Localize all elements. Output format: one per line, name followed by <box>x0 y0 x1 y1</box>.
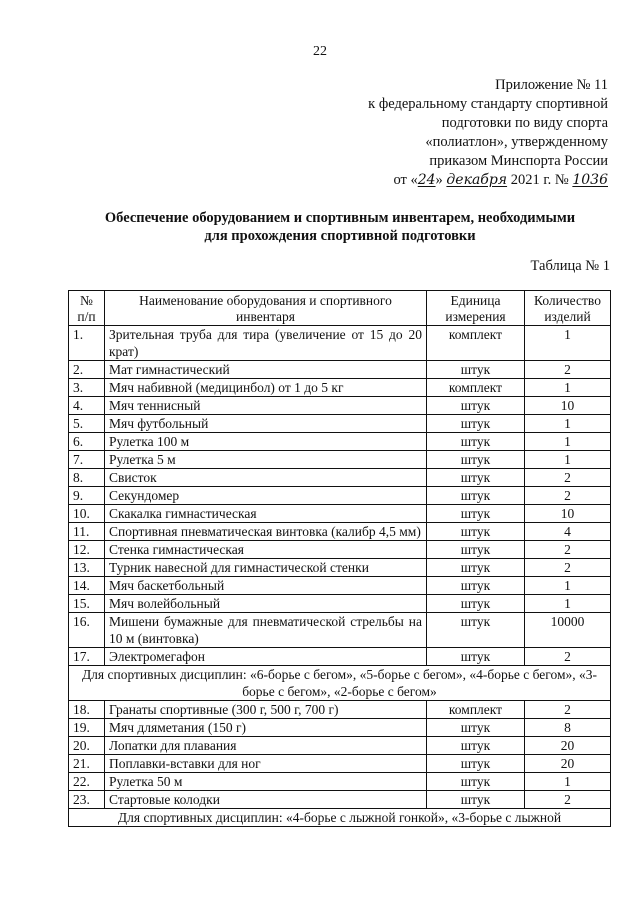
table-row <box>69 773 611 791</box>
table-row <box>69 361 611 379</box>
item-name: Рулетка 50 м <box>105 773 427 791</box>
row-number: 7. <box>69 451 105 469</box>
item-quantity: 2 <box>525 701 611 719</box>
item-name: Поплавки-вставки для ног <box>105 755 427 773</box>
item-quantity: 10 <box>525 397 611 415</box>
annex-date-line <box>300 171 608 190</box>
item-unit: штук <box>427 613 525 648</box>
table-row <box>69 755 611 773</box>
table-header-row <box>69 291 611 326</box>
row-number: 8. <box>69 469 105 487</box>
annex-line: приказом Минспорта России <box>429 153 608 169</box>
item-unit: штук <box>427 469 525 487</box>
annex-block <box>300 76 608 190</box>
item-unit: комплект <box>427 379 525 397</box>
row-number: 21. <box>69 755 105 773</box>
row-number: 23. <box>69 791 105 809</box>
item-quantity: 20 <box>525 737 611 755</box>
row-number: 6. <box>69 433 105 451</box>
table-row <box>69 648 611 666</box>
handwritten-order-number: 1036 <box>572 172 608 188</box>
item-unit: штук <box>427 415 525 433</box>
item-name: Свисток <box>105 469 427 487</box>
item-name: Спортивная пневматическая винтовка (калибр 4,5 мм) <box>105 523 427 541</box>
header-qty: Количество изделий <box>525 291 611 326</box>
item-quantity: 4 <box>525 523 611 541</box>
row-number: 2. <box>69 361 105 379</box>
item-quantity: 2 <box>525 361 611 379</box>
item-name: Рулетка 5 м <box>105 451 427 469</box>
table-row <box>69 379 611 397</box>
annex-line: подготовки по виду спорта <box>441 115 608 131</box>
header-num: № п/п <box>69 291 105 326</box>
item-quantity: 1 <box>525 577 611 595</box>
item-unit: штук <box>427 361 525 379</box>
item-unit: штук <box>427 433 525 451</box>
item-quantity: 20 <box>525 755 611 773</box>
table-row <box>69 326 611 361</box>
handwritten-day: 24 <box>417 172 436 188</box>
item-unit: комплект <box>427 326 525 361</box>
table-row <box>69 505 611 523</box>
annex-title: Приложение № 11 <box>495 77 608 93</box>
table-row <box>69 523 611 541</box>
row-number: 13. <box>69 559 105 577</box>
table-row <box>69 595 611 613</box>
item-unit: штук <box>427 719 525 737</box>
item-quantity: 8 <box>525 719 611 737</box>
row-number: 16. <box>69 613 105 648</box>
date-suffix: 2021 г. № <box>510 172 569 188</box>
table-row <box>69 737 611 755</box>
section-row <box>69 666 611 701</box>
date-prefix: от « <box>393 172 418 188</box>
header-unit: Единица измерения <box>427 291 525 326</box>
row-number: 15. <box>69 595 105 613</box>
item-unit: штук <box>427 648 525 666</box>
annex-line: «полиатлон», утвержденному <box>425 134 608 150</box>
item-unit: комплект <box>427 701 525 719</box>
item-quantity: 2 <box>525 541 611 559</box>
table-row <box>69 433 611 451</box>
item-name: Стартовые колодки <box>105 791 427 809</box>
row-number: 11. <box>69 523 105 541</box>
header-name: Наименование оборудования и спортивного инвентаря <box>105 291 427 326</box>
item-unit: штук <box>427 791 525 809</box>
item-quantity: 1 <box>525 379 611 397</box>
date-mid: » <box>435 172 443 188</box>
item-unit: штук <box>427 559 525 577</box>
item-name: Мяч дляметания (150 г) <box>105 719 427 737</box>
table-row <box>69 451 611 469</box>
equipment-table <box>68 290 611 827</box>
row-number: 5. <box>69 415 105 433</box>
item-name: Турник навесной для гимнастической стенки <box>105 559 427 577</box>
table-row <box>69 541 611 559</box>
row-number: 18. <box>69 701 105 719</box>
item-name: Мяч набивной (медицинбол) от 1 до 5 кг <box>105 379 427 397</box>
item-name: Мат гимнастический <box>105 361 427 379</box>
item-name: Секундомер <box>105 487 427 505</box>
item-name: Мяч футбольный <box>105 415 427 433</box>
table-row <box>69 487 611 505</box>
table-body <box>69 326 611 827</box>
item-quantity: 2 <box>525 791 611 809</box>
item-name: Рулетка 100 м <box>105 433 427 451</box>
item-unit: штук <box>427 755 525 773</box>
item-name: Мишени бумажные для пневматической стрельбы на 10 м (винтовка) <box>105 613 427 648</box>
row-number: 17. <box>69 648 105 666</box>
item-unit: штук <box>427 577 525 595</box>
title-line-2: для прохождения спортивной подготовки <box>204 228 476 244</box>
row-number: 14. <box>69 577 105 595</box>
item-unit: штук <box>427 541 525 559</box>
table-row <box>69 469 611 487</box>
item-unit: штук <box>427 487 525 505</box>
row-number: 19. <box>69 719 105 737</box>
row-number: 20. <box>69 737 105 755</box>
item-name: Скакалка гимнастическая <box>105 505 427 523</box>
row-number: 9. <box>69 487 105 505</box>
row-number: 4. <box>69 397 105 415</box>
table-row <box>69 577 611 595</box>
item-name: Гранаты спортивные (300 г, 500 г, 700 г) <box>105 701 427 719</box>
title-line-1: Обеспечение оборудованием и спортивным инвентарем, необходимыми <box>104 210 576 226</box>
table-row <box>69 791 611 809</box>
item-quantity: 2 <box>525 648 611 666</box>
section-heading: Для спортивных дисциплин: «4-борье с лыжной гонкой», «3-борье с лыжной <box>69 809 611 827</box>
item-unit: штук <box>427 737 525 755</box>
page-number: 22 <box>313 44 327 59</box>
document-title <box>40 209 640 245</box>
item-unit: штук <box>427 505 525 523</box>
row-number: 1. <box>69 326 105 361</box>
item-name: Зрительная труба для тира (увеличение от 15 до 20 крат) <box>105 326 427 361</box>
table-row <box>69 559 611 577</box>
item-name: Мяч волейбольный <box>105 595 427 613</box>
item-name: Мяч баскетбольный <box>105 577 427 595</box>
annex-line: к федеральному стандарту спортивной <box>368 96 608 112</box>
item-name: Электромегафон <box>105 648 427 666</box>
item-name: Мяч теннисный <box>105 397 427 415</box>
item-quantity: 1 <box>525 326 611 361</box>
item-quantity: 10 <box>525 505 611 523</box>
item-quantity: 2 <box>525 469 611 487</box>
item-quantity: 1 <box>525 773 611 791</box>
item-name: Стенка гимнастическая <box>105 541 427 559</box>
item-unit: штук <box>427 523 525 541</box>
item-quantity: 1 <box>525 595 611 613</box>
item-name: Лопатки для плавания <box>105 737 427 755</box>
item-unit: штук <box>427 451 525 469</box>
row-number: 12. <box>69 541 105 559</box>
table-row <box>69 701 611 719</box>
row-number: 3. <box>69 379 105 397</box>
item-quantity: 1 <box>525 451 611 469</box>
table-row <box>69 719 611 737</box>
item-quantity: 1 <box>525 433 611 451</box>
row-number: 10. <box>69 505 105 523</box>
item-quantity: 2 <box>525 487 611 505</box>
item-quantity: 1 <box>525 415 611 433</box>
item-unit: штук <box>427 773 525 791</box>
section-row <box>69 809 611 827</box>
table-row <box>69 415 611 433</box>
table-row <box>69 397 611 415</box>
table-row <box>69 613 611 648</box>
item-quantity: 10000 <box>525 613 611 648</box>
section-heading: Для спортивных дисциплин: «6-борье с бегом», «5-борье с бегом», «4-борье с бегом», «3-борье с бегом», «2-борье с бегом» <box>69 666 611 701</box>
item-quantity: 2 <box>525 559 611 577</box>
table-label: Таблица № 1 <box>530 258 610 274</box>
item-unit: штук <box>427 595 525 613</box>
row-number: 22. <box>69 773 105 791</box>
item-unit: штук <box>427 397 525 415</box>
handwritten-month: декабря <box>446 172 508 188</box>
